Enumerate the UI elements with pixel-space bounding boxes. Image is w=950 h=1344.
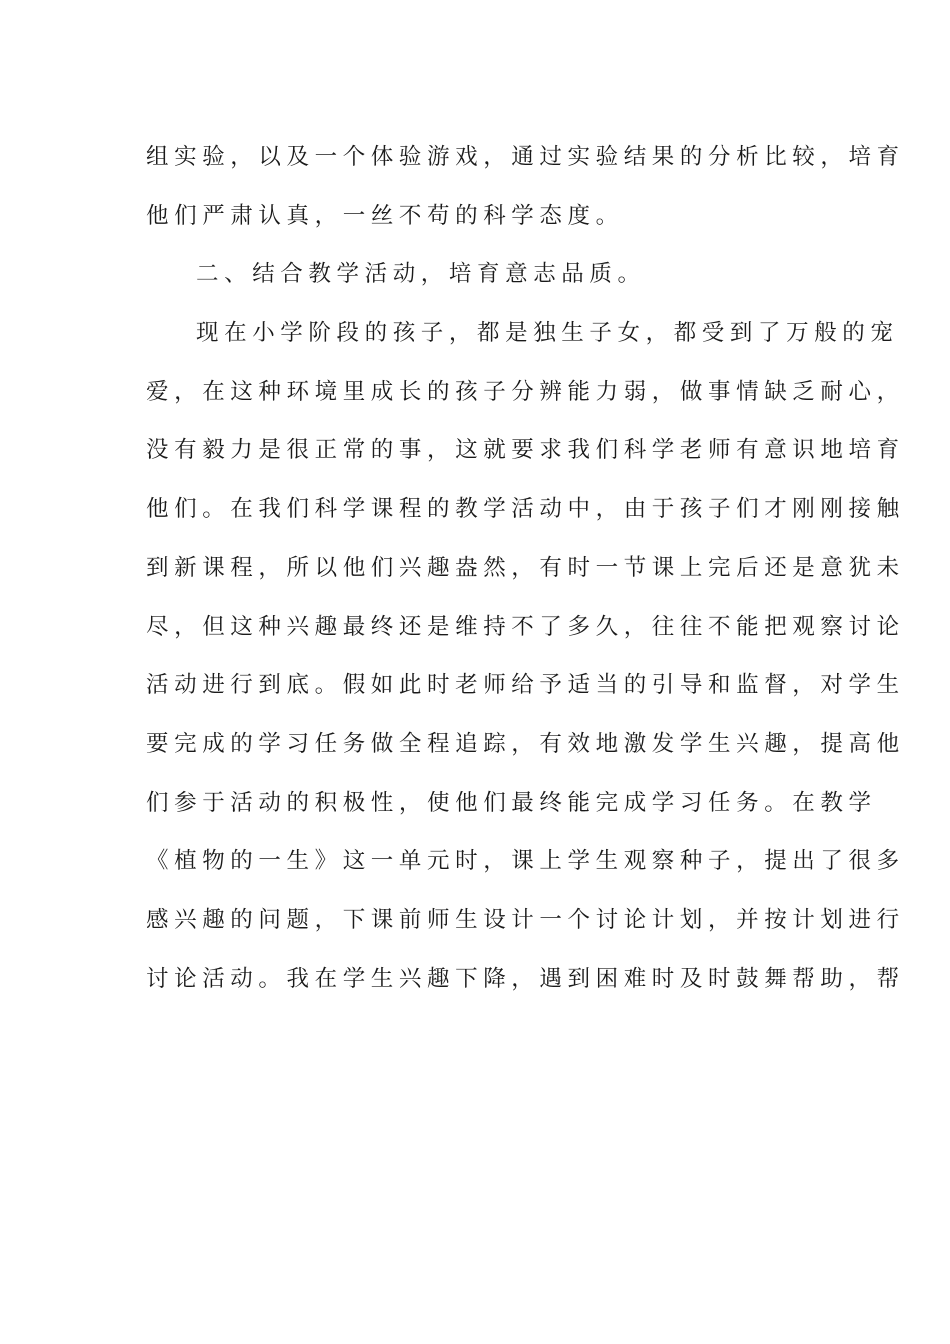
text-line: 们参于活动的积极性，使他们最终能完成学习任务。在教学 [146,789,877,816]
text-line: 他们严肃认真，一丝不苟的科学态度。 [146,202,624,229]
text-line: 他们。在我们科学课程的教学活动中，由于孩子们才刚刚接触 [146,496,905,523]
text-line: 组实验，以及一个体验游戏，通过实验结果的分析比较，培育 [146,144,905,170]
text-line: 《植物的一生》这一单元时，课上学生观察种子，提出了很多 [146,848,905,875]
text-line: 没有毅力是很正常的事，这就要求我们科学老师有意识地培育 [146,437,905,464]
text-line: 到新课程，所以他们兴趣盎然，有时一节课上完后还是意犹未 [146,554,905,581]
text-line: 感兴趣的问题，下课前师生设计一个讨论计划，并按计划进行 [146,906,905,933]
text-line: 要完成的学习任务做全程追踪，有效地激发学生兴趣，提高他 [146,730,905,757]
text-line: 讨论活动。我在学生兴趣下降，遇到困难时及时鼓舞帮助，帮 [146,965,905,992]
text-line: 尽，但这种兴趣最终还是维持不了多久，往往不能把观察讨论 [146,613,905,640]
text-line: 活动进行到底。假如此时老师给予适当的引导和监督，对学生 [146,672,905,699]
text-line: 现在小学阶段的孩子，都是独生子女，都受到了万般的宠 [196,320,899,347]
text-line: 爱，在这种环境里成长的孩子分辨能力弱，做事情缺乏耐心， [146,378,905,405]
section-heading: 二、结合教学活动，培育意志品质。 [196,261,646,288]
document-body [146,128,905,1008]
